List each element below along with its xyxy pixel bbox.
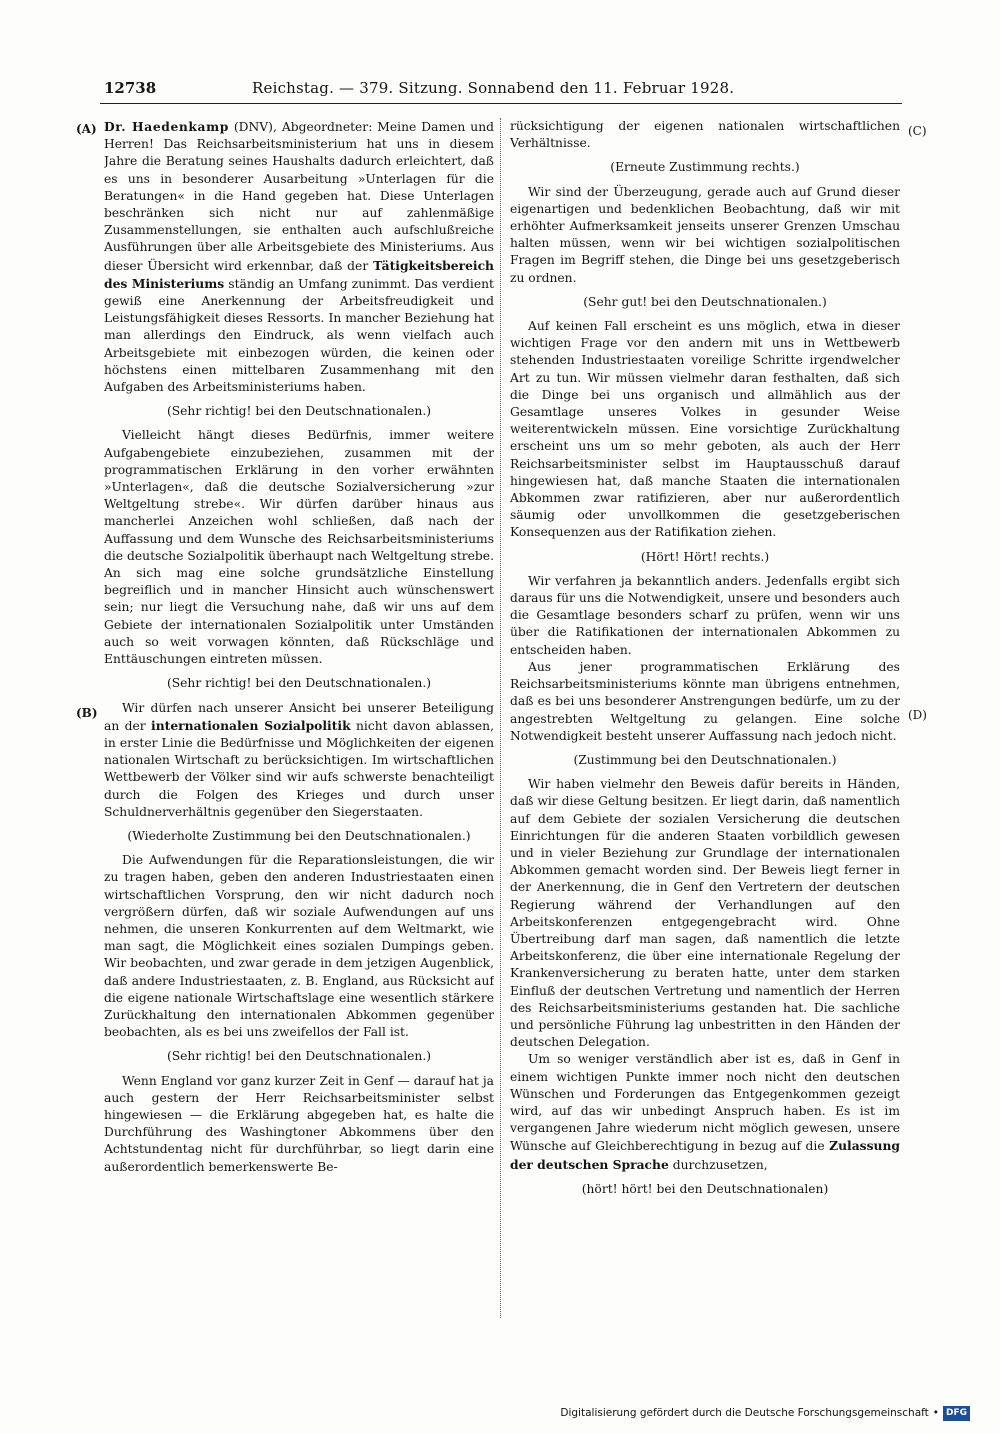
paragraph: Die Aufwendungen für die Reparationsleistungen, die wir zu tragen haben, geben den anderen Industriestaaten einen wirtschaftlichen Vorsprung, den wir nicht dadurch noch vergrößern dürfen, daß wir soziale Aufwendungen auf uns nehmen, die unseren Konkurrenten auf dem Weltmarkt, wie man sagt, die Möglichkeit eines sozialen Dumpings geben. Wir beobachten, und zwar gerade in dem jetzigen Augenblick, daß andere Industriestaaten, z. B. England, aus Rücksicht auf die eigene nationale Wirtschaftslage eine wesentlich stärkere Zurückhaltung den internationalen Abkommen gegenüber beobachten, als es bei uns zweifellos der Fall ist. bbox=[104, 853, 494, 1040]
margin-mark-a: (A) bbox=[76, 122, 97, 136]
paragraph bbox=[510, 1051, 900, 1173]
emphasis-text: Zulassung der deutschen Sprache bbox=[510, 1138, 900, 1172]
interjection: (hört! hört! bei den Deutschnationalen) bbox=[581, 1181, 829, 1196]
column-divider bbox=[500, 118, 501, 1318]
paragraph-text: nicht davon ablassen, in erster Linie die Bedürfnisse und Möglichkeiten der eigenen nationalen Wirtschaft zu berücksichtigen. Im wirtschaftlichen Wettbewerb der Völker sind wir aufs schwerste benachteiligt durch die Folgen des Krieges und durch unser Schuldnerverhältnis gegenüber den Siegerstaaten. bbox=[104, 718, 494, 819]
margin-mark-b: (B) bbox=[76, 706, 98, 720]
page-header bbox=[100, 74, 900, 102]
header-rule bbox=[100, 103, 902, 104]
interjection: (Zustimmung bei den Deutschnationalen.) bbox=[573, 752, 837, 767]
interjection: (Sehr richtig! bei den Deutschnationalen.) bbox=[166, 676, 432, 691]
left-column bbox=[104, 118, 494, 1348]
paragraph-text: Um so weniger verständlich aber ist es, daß in Genf in einem wichtigen Punkte immer noch nicht den deutschen Wünschen und Forderungen das Entgegenkommen gezeigt wird, auf das wir unbedingt Anspruch haben. Es ist im vergangenen Jahre wiederum nicht möglich gewesen, unsere Wünsche auf Gleichberechtigung in bezug auf die bbox=[510, 1052, 900, 1154]
paragraph: Auf keinen Fall erscheint es uns möglich, etwa in dieser wichtigen Frage vor den andern mit uns in Wettbewerb stehenden Industriestaaten voreilige Schritte irgendwelcher Art zu tun. Wir müssen vielmehr daran festhalten, daß sich die Dinge bei uns organisch und allmählich aus der Gesamtlage unseres Volkes in gesunder Weise weiterentwickeln müssen. Eine vorsichtige Zurückhaltung erscheint uns um so mehr geboten, als auch der Herr Reichsarbeitsminister selbst im Hauptausschuß darauf hingewiesen hat, daß manche Staaten die internationalen Abkommen zwar ratifizieren, aber nur außerordentlich säumig oder unvollkommen die gesetzgeberischen Konsequenzen aus der Ratifikation ziehen. bbox=[510, 319, 900, 540]
credit-separator: • bbox=[932, 1407, 939, 1419]
interjection: (Wiederholte Zustimmung bei den Deutschnationalen.) bbox=[127, 828, 471, 843]
paragraph bbox=[104, 700, 494, 821]
paragraph-text: Wir dürfen nach unserer Ansicht bei unserer Beteiligung an der bbox=[104, 700, 494, 733]
paragraph: Wir verfahren ja bekanntlich anders. Jedenfalls ergibt sich daraus für uns die Notwendigkeit, unsere und besonders auch die Gesamtlage besonders scharf zu prüfen, wenn wir uns über die Ratifikationen der internationalen Abkommen zu entscheiden haben. bbox=[510, 573, 900, 657]
running-head: Reichstag. — 379. Sitzung. Sonnabend den 11. Februar 1928. bbox=[252, 79, 735, 97]
interjection: (Erneute Zustimmung rechts.) bbox=[610, 160, 800, 175]
speaker-name: Dr. Haedenkamp bbox=[104, 119, 229, 134]
digitization-credit bbox=[560, 1404, 970, 1422]
paragraph-text: (DNV), Abgeordneter: Meine Damen und Herren! Das Reichsarbeitsministerium hat uns in diesem Jahre die Beratung seines Haushalts dadurch erleichtert, daß es uns in besonderer Ausarbeitung »Unterlagen für die Beratungen« in die Hand gegeben hat. Diese Unterlagen beschränken sich nicht nur auf zahlenmäßige Zusammenstellungen, sie enthalten auch aufschlußreiche Ausführungen über alle Arbeitsgebiete des Ministeriums. Aus dieser Übersicht wird erkennbar, daß der bbox=[104, 120, 494, 273]
interjection: (Hört! Hört! rechts.) bbox=[640, 549, 770, 564]
paragraph: Aus jener programmatischen Erklärung des Reichsarbeitsministeriums könnte man übrigens entnehmen, daß es bei uns besonderer Anstrengungen bedürfe, um zu der angestrebten Weltgeltung zu gelangen. Eine solche Notwendigkeit besteht unserer Auffassung nach jedoch nicht. bbox=[510, 659, 900, 743]
interjection: (Sehr richtig! bei den Deutschnationalen.) bbox=[166, 1049, 432, 1064]
margin-mark-c: (C) bbox=[908, 124, 927, 138]
page-number: 12738 bbox=[104, 79, 157, 97]
paragraph: Wenn England vor ganz kurzer Zeit in Genf — darauf hat ja auch gestern der Herr Reichsarbeitsminister selbst hingewiesen — die Erklärung abgegeben hat, es halte die Durchführung des Washingtoner Abkommens über den Achtstundentag nicht für durchführbar, so liegt darin eine außerordentlich bemerkenswerte Be- bbox=[104, 1073, 494, 1174]
margin-mark-d: (D) bbox=[908, 708, 927, 722]
paragraph bbox=[104, 118, 494, 396]
paragraph: Vielleicht hängt dieses Bedürfnis, immer weitere Aufgabengebiete einzubeziehen, zusammen mit der programmatischen Erklärung in den vorher erwähnten »Unterlagen«, daß die deutsche Sozialversicherung »zur Weltgeltung strebe«. Wir dürfen darüber hinaus aus mancherlei Anzeichen wohl schließen, daß nach der Auffassung und dem Wunsche des Reichsarbeitsministeriums die deutsche Sozialpolitik überhaupt nach Weltgeltung strebe. An sich mag eine solche grundsätzliche Einstellung begreiflich und in mancher Hinsicht auch wünschenswert sein; nur liegt die Versuchung nahe, daß wir uns auf dem Gebiete der internationalen Sozialpolitik unter Umständen auch so weit vorwagen könnten, daß Rückschläge und Enttäuschungen eintreten müssen. bbox=[104, 428, 494, 667]
paragraph: Wir sind der Überzeugung, gerade auch auf Grund dieser eigenartigen und bedenklichen Beobachtung, daß wir mit erhöhter Aufmerksamkeit jenseits unserer Grenzen Umschau halten müssen, wenn wir bei wichtigen sozialpolitischen Fragen im Begriff stehen, die Dinge bei uns gesetzgeberisch zu ordnen. bbox=[510, 184, 900, 285]
interjection: (Sehr richtig! bei den Deutschnationalen.) bbox=[166, 404, 432, 419]
right-column bbox=[510, 118, 900, 1348]
dfg-logo: DFG bbox=[943, 1406, 970, 1421]
credit-text: Digitalisierung gefördert durch die Deutsche Forschungsgemeinschaft bbox=[560, 1407, 929, 1419]
paragraph-text: ständig an Umfang zunimmt. Das verdient gewiß eine Anerkennung der Arbeitsfreudigkeit und Leistungsfähigkeit dieses Ressorts. In mancher Beziehung hat man allerdings den Eindruck, als wenn vielfach auch Arbeitsgebiete mit einbezogen würden, die keinen oder höchstens einen mittelbaren Zusammenhang mit den Aufgaben des Arbeitsministeriums haben. bbox=[104, 276, 494, 395]
paragraph: Wir haben vielmehr den Beweis dafür bereits in Händen, daß wir diese Geltung besitzen. Er liegt darin, daß namentlich auf dem Gebiete der sozialen Versicherung die deutschen Einrichtungen für die anderen Staaten vorbildlich gewesen und in vieler Beziehung zur Grundlage der internationalen Abkommen gemacht worden sind. Der Beweis liegt ferner in der Anerkennung, die in Genf den Vertretern der deutschen Regierung während der Verhandlungen auf den Arbeitskonferenzen entgegengebracht wird. Ohne Übertreibung darf man sagen, daß namentlich die letzte Arbeitskonferenz, die über eine internationale Regelung der Krankenversicherung zu beraten hatte, unter dem starken Einfluß der deutschen Vertretung und namentlich der Herren des Reichsarbeitsministeriums gestanden hat. Die sachliche und persönliche Führung lag unbestritten in den Händen der deutschen Delegation. bbox=[510, 777, 900, 1050]
interjection: (Sehr gut! bei den Deutschnationalen.) bbox=[583, 294, 827, 309]
paragraph: rücksichtigung der eigenen nationalen wirtschaftlichen Verhältnisse. bbox=[510, 119, 900, 151]
paragraph-text: durchzusetzen, bbox=[668, 1157, 768, 1172]
emphasis-text: Tätigkeitsbereich des Ministeriums bbox=[104, 257, 494, 291]
emphasis-text: internationalen Sozialpolitik bbox=[151, 717, 351, 733]
